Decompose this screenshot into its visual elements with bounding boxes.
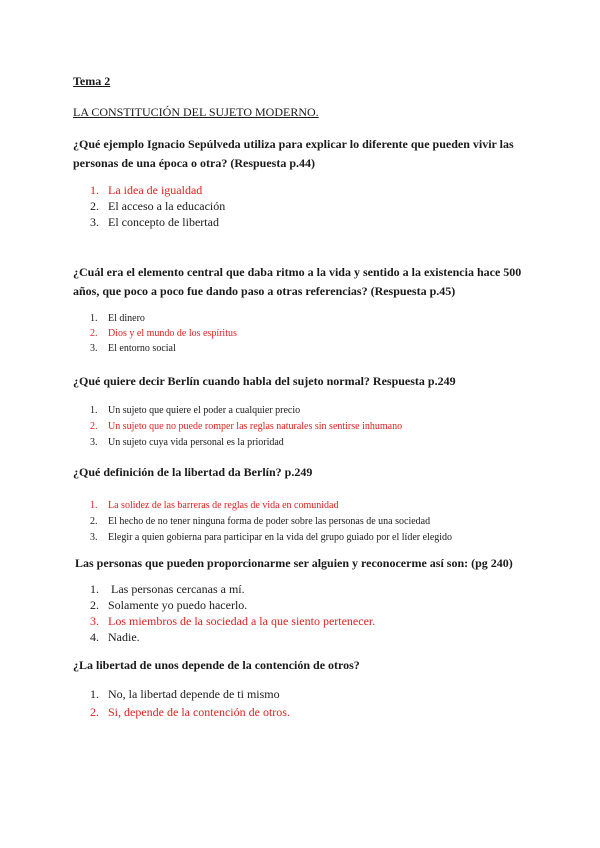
question-6: ¿La libertad de unos depende de la contención de otros?: [73, 658, 360, 672]
option-5-1: 1. Las personas cercanas a mí.: [90, 582, 245, 596]
question-3: ¿Qué quiere decir Berlín cuando habla del sujeto normal? Respuesta p.249: [73, 374, 456, 388]
option-3-3: 3. Un sujeto cuya vida personal es la prioridad: [90, 437, 284, 448]
option-5-4: 4. Nadie.: [90, 630, 140, 644]
option-1-1-correct: 1. La idea de igualdad: [90, 183, 203, 197]
option-3-2-correct: 2. Un sujeto que no puede romper las reglas naturales sin sentirse inhumano: [90, 421, 403, 432]
options-list-2: [90, 311, 237, 356]
question-5: Las personas que pueden proporcionarme ser alguien y reconocerme así son: (pg 240): [75, 556, 513, 570]
option-6-1: 1. No, la libertad depende de ti mismo: [90, 687, 280, 701]
option-2-3: 3. El entorno social: [90, 343, 176, 354]
options-list-6: [90, 685, 290, 721]
question-4: ¿Qué definición de la libertad da Berlín? p.249: [73, 465, 313, 479]
option-4-3: 3. Elegir a quien gobierna para participar en la vida del grupo guiado por el líder elegido: [90, 532, 453, 543]
option-2-2-correct: 2. Dios y el mundo de los espíritus: [90, 328, 237, 339]
option-5-2: 2. Solamente yo puedo hacerlo.: [90, 598, 248, 612]
options-list-5: [90, 581, 375, 645]
document-title: Tema 2: [73, 74, 111, 88]
option-5-3-correct: 3. Los miembros de la sociedad a la que siento pertenecer.: [90, 614, 376, 628]
option-1-2: 2. El acceso a la educación: [90, 199, 226, 213]
option-4-2: 2. El hecho de no tener ninguna forma de poder sobre las personas de una sociedad: [90, 516, 431, 527]
option-2-1: 1. El dinero: [90, 313, 145, 324]
question-1: ¿Qué ejemplo Ignacio Sepúlveda utiliza para explicar lo diferente que pueden vivir las personas de una época o otra? (Respuesta p.44): [73, 137, 514, 170]
option-3-1: 1. Un sujeto que quiere el poder a cualquier precio: [90, 405, 301, 416]
option-6-2-correct: 2. Si, depende de la contención de otros.: [90, 705, 290, 719]
option-4-1-correct: 1. La solidez de las barreras de reglas de vida en comunidad: [90, 500, 339, 511]
options-list-4: [90, 498, 452, 546]
options-list-3: [90, 403, 402, 451]
document-subtitle: LA CONSTITUCIÓN DEL SUJETO MODERNO.: [73, 105, 319, 119]
options-list-1: [90, 182, 225, 230]
question-2: ¿Cuál era el elemento central que daba ritmo a la vida y sentido a la existencia hace 500 años, que poco a poco fue dando paso a otras referencias? (Respuesta p.45): [73, 265, 522, 298]
option-1-3: 3. El concepto de libertad: [90, 215, 219, 229]
